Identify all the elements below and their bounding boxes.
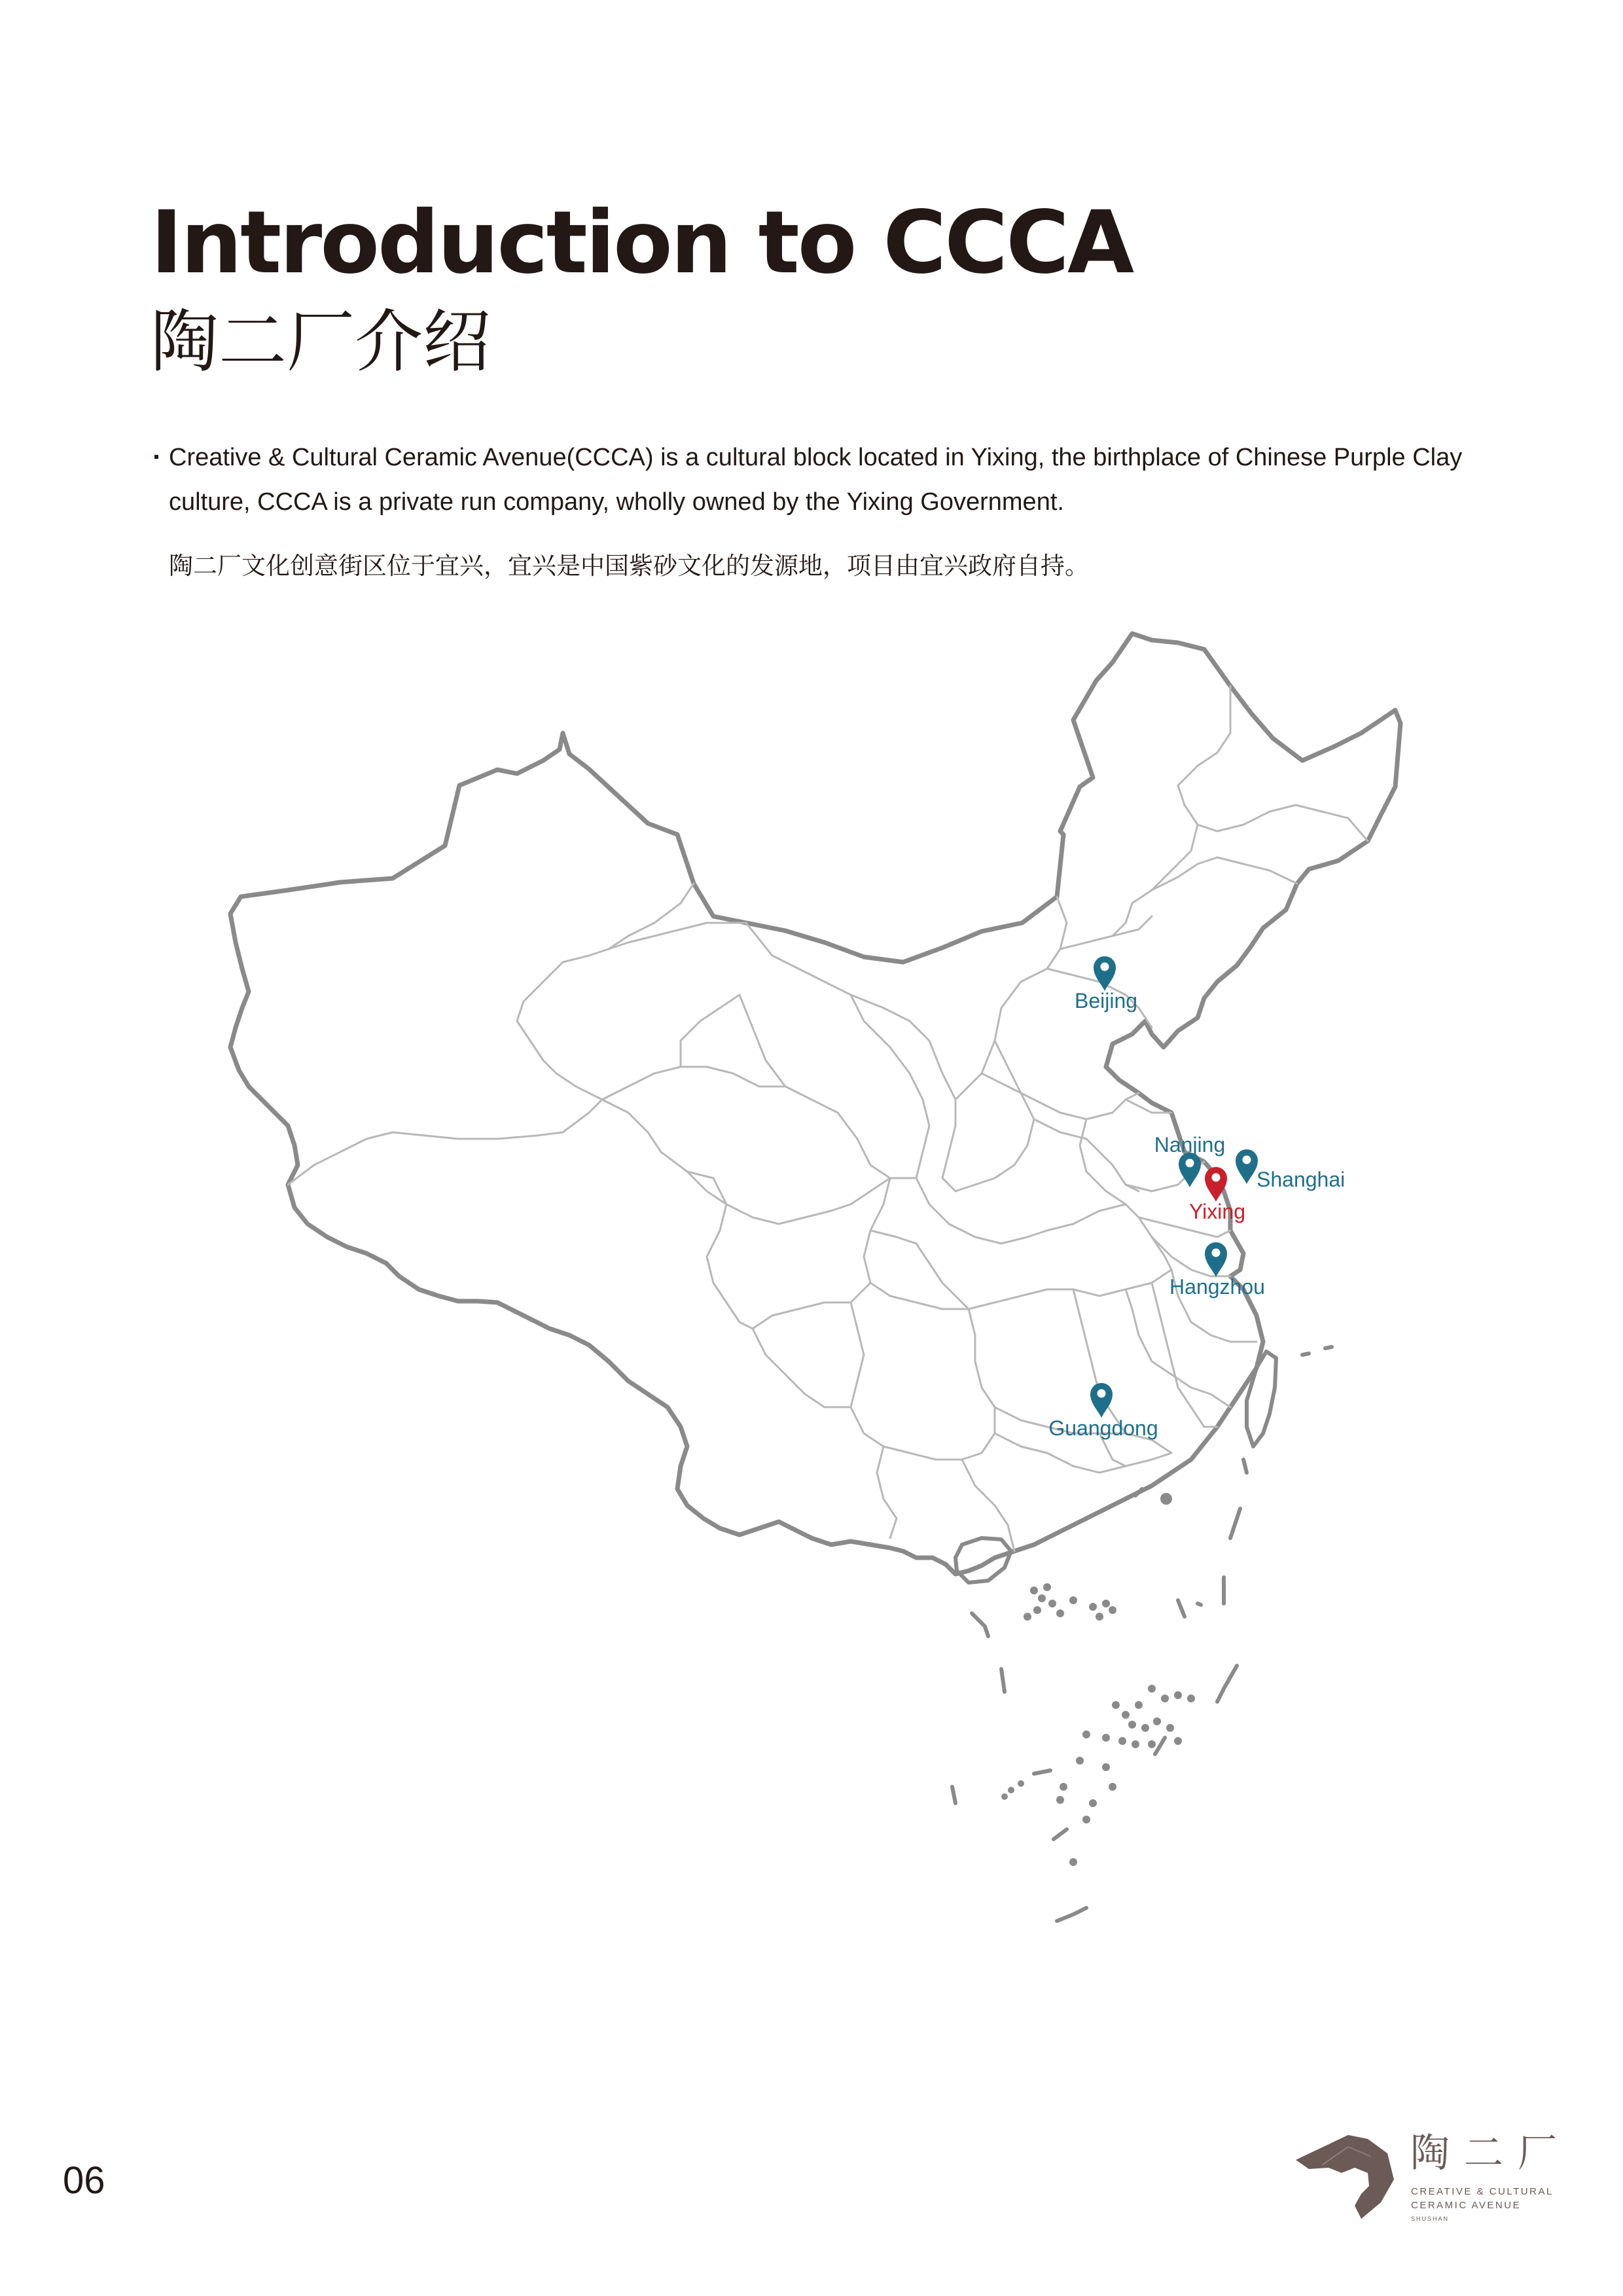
map-pin-icon <box>1090 1383 1113 1418</box>
marker-shanghai <box>1236 1149 1345 1191</box>
island-hainan <box>955 1538 1011 1583</box>
marker-label: Yixing <box>1189 1200 1245 1223</box>
map-pin-hole <box>1212 1174 1221 1182</box>
marker-yixing <box>1189 1167 1245 1223</box>
marker-hangzhou <box>1169 1242 1265 1299</box>
logo-mark-icon <box>1283 2121 1407 2225</box>
marker-label: Nanjing <box>1154 1133 1226 1157</box>
china-map <box>0 615 1623 1977</box>
island-taiwan <box>1247 1352 1276 1446</box>
intro-section <box>154 435 1496 588</box>
logo-chinese-name: 陶二厂 <box>1410 2130 1571 2176</box>
page-title-chinese: 陶二厂介绍 <box>151 302 491 382</box>
logo-line-2: CERAMIC AVENUE <box>1411 2200 1522 2211</box>
marker-label: Guangdong <box>1048 1416 1158 1440</box>
page-number: 06 <box>63 2159 105 2202</box>
marker-guangdong <box>1048 1383 1158 1440</box>
map-pin-hole <box>1101 963 1109 971</box>
bullet-icon <box>154 455 158 459</box>
island-chain-2 <box>1325 1347 1332 1348</box>
intro-text-chinese: 陶二厂文化创意街区位于宜兴，宜兴是中国紫砂文化的发源地，项目由宜兴政府自持。 <box>169 552 1089 580</box>
marker-label: Beijing <box>1074 989 1138 1013</box>
south-sea-islands <box>952 1460 1247 1921</box>
logo-english-name <box>1411 2185 1554 2226</box>
map-pin-hole <box>1097 1390 1106 1398</box>
map-pin-icon <box>1236 1149 1258 1184</box>
map-pin-icon <box>1094 956 1116 991</box>
marker-beijing <box>1075 956 1137 1013</box>
logo-line-3: SHUSHAN <box>1411 2215 1450 2222</box>
brand-logo <box>1283 2121 1571 2245</box>
map-pin-hole <box>1243 1156 1251 1164</box>
logo-line-1: CREATIVE & CULTURAL <box>1411 2186 1554 2197</box>
map-pin-icon <box>1205 1242 1227 1277</box>
country-outline <box>230 634 1400 1574</box>
intro-text-english: Creative & Cultural Ceramic Avenue(CCCA) is a cultural block located in Yixing, the birthplace of Chinese Purple Clay culture, CCCA is a private run company, wholly owned by the Yixing Government. <box>169 444 1463 516</box>
map-pin-icon <box>1179 1153 1201 1187</box>
island-chain-1 <box>1302 1354 1309 1355</box>
map-pin-hole <box>1212 1249 1221 1257</box>
marker-label: Shanghai <box>1257 1168 1346 1191</box>
map-pin-hole <box>1186 1159 1194 1168</box>
marker-label: Hangzhou <box>1169 1275 1265 1299</box>
page-title: Introduction to CCCA <box>151 192 1133 293</box>
